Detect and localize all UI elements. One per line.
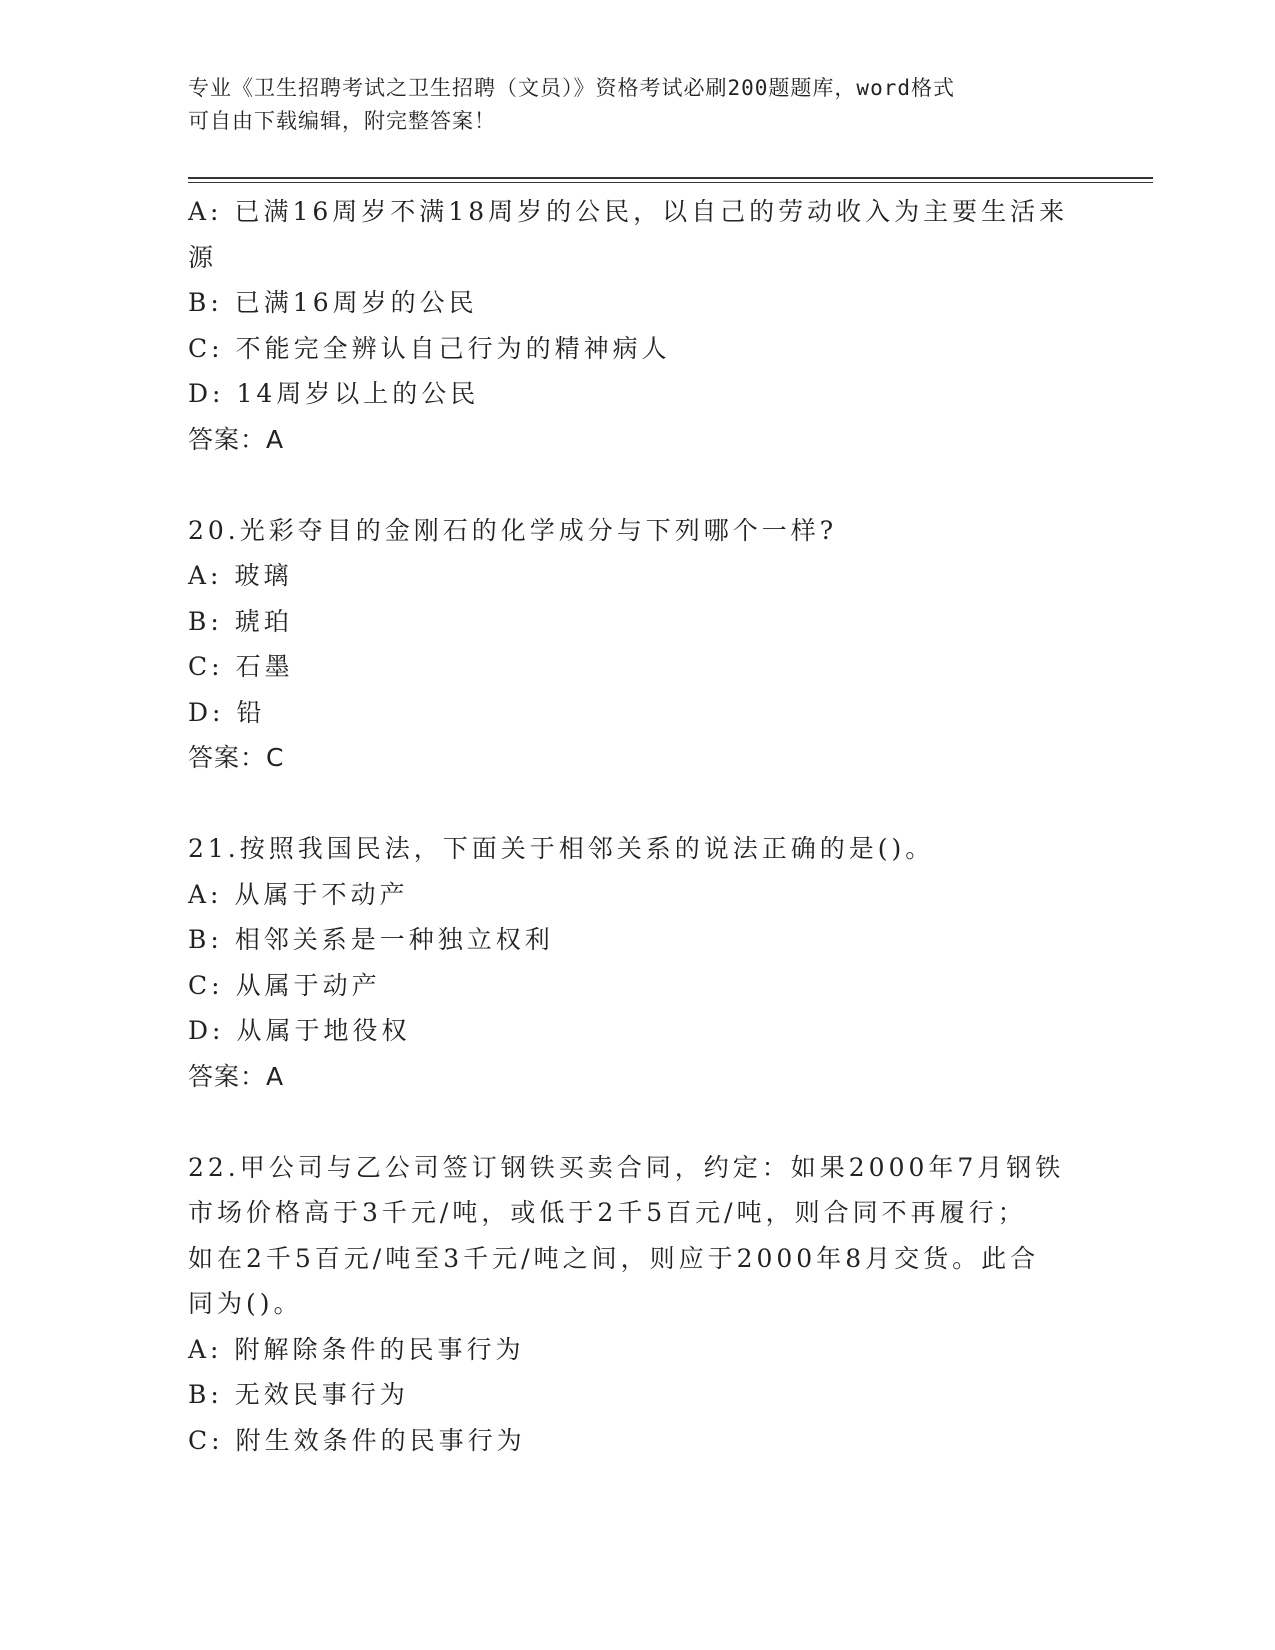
option-text: 石墨 [235, 652, 294, 681]
option-label: D: [188, 1016, 225, 1045]
spacer [188, 781, 1088, 827]
option-text: 14周岁以上的公民 [236, 379, 480, 408]
option-text: 玻璃 [234, 561, 293, 590]
option-text: 附生效条件的民事行为 [235, 1425, 526, 1455]
document-header [188, 72, 1078, 138]
option-text: 附解除条件的民事行为 [234, 1334, 525, 1364]
question-22-block [188, 1145, 1088, 1464]
spacer [188, 462, 1088, 508]
option-a [188, 189, 1088, 235]
header-divider-thick [188, 177, 1153, 179]
option-label: C: [188, 970, 224, 1000]
option-text: 铅 [236, 697, 266, 727]
question-list [188, 189, 1088, 1463]
spacer [188, 1099, 1088, 1145]
answer-line: 答案：C [188, 743, 285, 772]
option-label: C: [188, 1425, 224, 1455]
option-label: D: [188, 697, 225, 727]
option-d [188, 1008, 1088, 1054]
option-label: C: [188, 652, 224, 681]
question-19-block [188, 189, 1088, 462]
option-a-continued: 源 [188, 242, 218, 272]
header-divider-thin [188, 182, 1153, 183]
option-text: 无效民事行为 [234, 1380, 409, 1409]
option-text: 琥珀 [234, 606, 293, 636]
option-c [188, 644, 1088, 690]
option-label: B: [188, 606, 223, 636]
question-21-block [188, 826, 1088, 1099]
question-stem-line-3: 如在2千5百元/吨至3千元/吨之间，则应于2000年8月交货。此合 [188, 1243, 1040, 1273]
option-label: B: [188, 1380, 223, 1409]
option-text: 相邻关系是一种独立权利 [234, 925, 554, 954]
option-label: A: [188, 879, 223, 909]
option-text: 从属于地役权 [236, 1016, 411, 1045]
option-a [188, 1327, 1088, 1373]
option-d [188, 371, 1088, 417]
option-a [188, 872, 1088, 918]
answer-line: 答案：A [188, 424, 285, 454]
option-text: 已满16周岁不满18周岁的公民，以自己的劳动收入为主要生活来 [234, 197, 1069, 226]
option-b [188, 599, 1088, 645]
option-c [188, 1418, 1088, 1464]
option-text: 已满16周岁的公民 [234, 288, 478, 317]
option-label: D: [188, 379, 225, 408]
option-d [188, 690, 1088, 736]
option-label: A: [188, 561, 223, 590]
option-label: A: [188, 197, 223, 226]
option-b [188, 280, 1088, 326]
option-label: B: [188, 925, 223, 954]
question-stem-line-4: 同为()。 [188, 1289, 303, 1318]
question-stem: 21.按照我国民法，下面关于相邻关系的说法正确的是()。 [188, 834, 935, 863]
option-c [188, 326, 1088, 372]
question-stem-line-2: 市场价格高于3千元/吨，或低于2千5百元/吨，则合同不再履行； [188, 1198, 1027, 1227]
answer-line: 答案：A [188, 1061, 285, 1091]
option-text: 从属于不动产 [234, 879, 409, 909]
header-title-line-1: 专业《卫生招聘考试之卫生招聘（文员）》资格考试必刷200题题库，word格式 [188, 76, 955, 100]
question-20-block [188, 508, 1088, 781]
option-c [188, 963, 1088, 1009]
option-a [188, 553, 1088, 599]
option-b [188, 1372, 1088, 1418]
option-label: C: [188, 333, 224, 363]
option-text: 不能完全辨认自己行为的精神病人 [235, 333, 671, 363]
option-b [188, 917, 1088, 963]
option-text: 从属于动产 [235, 970, 381, 1000]
option-label: B: [188, 288, 223, 317]
question-stem-line-1: 22.甲公司与乙公司签订钢铁买卖合同，约定：如果2000年7月钢铁 [188, 1152, 1065, 1182]
question-stem: 20.光彩夺目的金刚石的化学成分与下列哪个一样? [188, 515, 838, 545]
option-label: A: [188, 1334, 223, 1364]
header-title-line-2: 可自由下载编辑，附完整答案！ [188, 109, 496, 133]
